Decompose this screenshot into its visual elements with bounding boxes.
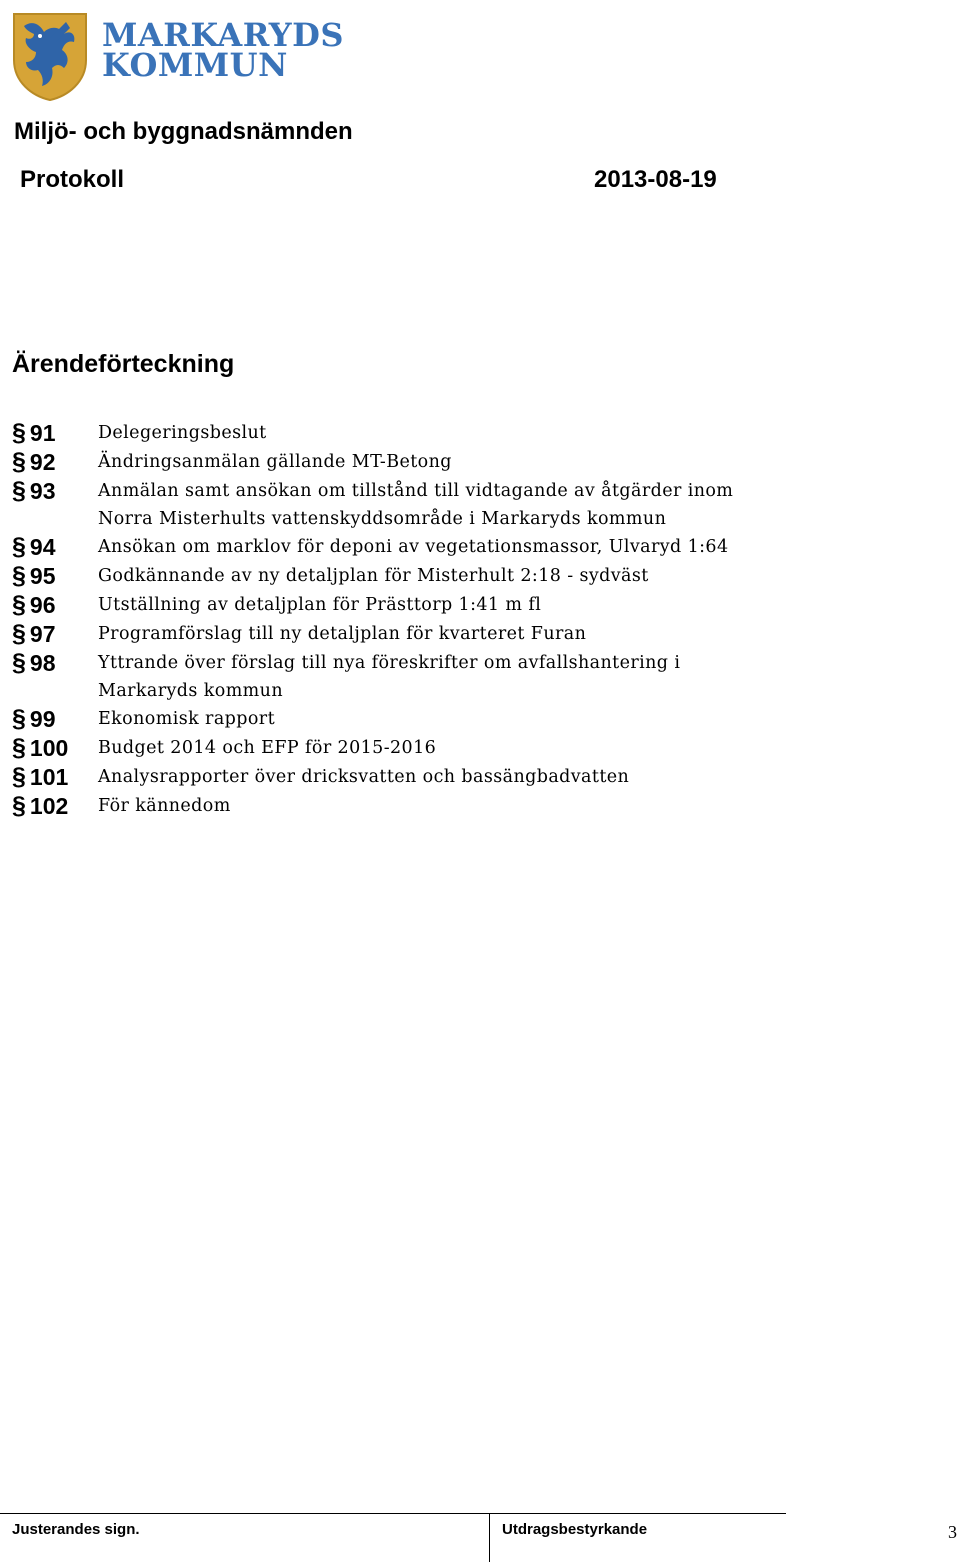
- paragraph-symbol: §: [12, 477, 26, 505]
- agenda-item-number: [12, 562, 98, 591]
- paragraph-symbol: §: [12, 419, 26, 447]
- agenda-item-title-line: Delegeringsbeslut: [98, 423, 267, 443]
- agenda-item-number: [12, 591, 98, 620]
- agenda-item-number: [12, 620, 98, 649]
- agenda-item-title-line: Ändringsanmälan gällande MT-Betong: [98, 452, 452, 472]
- coat-of-arms-icon: [10, 10, 90, 102]
- agenda-item: [12, 591, 812, 620]
- agenda-item-number: [12, 763, 98, 792]
- agenda-item-number-value: 100: [29, 735, 69, 761]
- agenda-item-title-line: Budget 2014 och EFP för 2015-2016: [98, 738, 437, 758]
- agenda-item-number-value: 93: [29, 478, 56, 504]
- paragraph-symbol: §: [12, 448, 26, 476]
- agenda-item-number: [12, 705, 98, 734]
- agenda-item-number-value: 97: [29, 621, 56, 647]
- agenda-item-title-line: Markaryds kommun: [98, 681, 284, 701]
- agenda-item-title-line: Norra Misterhults vattenskyddsområde i Markaryds kommun: [98, 509, 667, 529]
- agenda-item-title-line: Programförslag till ny detaljplan för kvarteret Furan: [98, 624, 587, 644]
- agenda-item-title: [98, 533, 728, 561]
- agenda-item-title: [98, 734, 436, 762]
- agenda-item-number: [12, 477, 98, 506]
- agenda-list: [12, 419, 812, 821]
- agenda-item-number: [12, 734, 98, 763]
- agenda-item: [12, 419, 812, 448]
- agenda-item-number-value: 101: [29, 764, 69, 790]
- paragraph-symbol: §: [12, 620, 26, 648]
- municipality-name: [102, 16, 344, 84]
- agenda-item-title: [98, 591, 541, 619]
- page-number: 3: [948, 1522, 957, 1542]
- agenda-item: [12, 763, 812, 792]
- agenda-item-number: [12, 792, 98, 821]
- municipality-logo: [10, 10, 344, 105]
- municipality-name-line1: MARKARYDS: [102, 16, 344, 54]
- agenda-item-title: [98, 763, 629, 791]
- agenda-item: [12, 562, 812, 591]
- paragraph-symbol: §: [12, 533, 26, 561]
- agenda-item: [12, 792, 812, 821]
- agenda-item-number-value: 95: [29, 563, 56, 589]
- paragraph-symbol: §: [12, 591, 26, 619]
- paragraph-symbol: §: [12, 734, 26, 762]
- agenda-item: [12, 477, 812, 533]
- agenda-item-title: [98, 792, 231, 820]
- agenda-item-title-line: Analysrapporter över dricksvatten och bassängbadvatten: [98, 767, 630, 787]
- agenda-item-title-line: För kännedom: [98, 796, 231, 816]
- agenda-item-title-line: Utställning av detaljplan för Prästtorp 1:41 m fl: [98, 595, 542, 615]
- paragraph-symbol: §: [12, 562, 26, 590]
- agenda-item: [12, 448, 812, 477]
- agenda-item-number-value: 94: [29, 534, 56, 560]
- agenda-item: [12, 533, 812, 562]
- agenda-item-number: [12, 448, 98, 477]
- agenda-item-title: [98, 705, 275, 733]
- agenda-item: [12, 734, 812, 763]
- section-heading: Ärendeförteckning: [12, 350, 235, 378]
- agenda-item-title: [98, 448, 452, 476]
- agenda-item-number: [12, 419, 98, 448]
- agenda-item-title: [98, 562, 649, 590]
- agenda-item: [12, 705, 812, 734]
- agenda-item-title: [98, 477, 733, 533]
- footer-divider: [489, 1514, 490, 1562]
- agenda-item: [12, 620, 812, 649]
- municipality-name-line2: KOMMUN: [102, 46, 288, 84]
- agenda-item-number: [12, 533, 98, 562]
- document-date: 2013-08-19: [594, 166, 717, 193]
- agenda-item-number: [12, 649, 98, 678]
- agenda-item-number-value: 96: [29, 592, 56, 618]
- agenda-item: [12, 649, 812, 705]
- agenda-item-title-line: Ansökan om marklov för deponi av vegetationsmassor, Ulvaryd 1:64: [98, 537, 729, 557]
- agenda-item-title: [98, 649, 680, 705]
- document-type: Protokoll: [20, 166, 125, 193]
- footer-certification-label: Utdragsbestyrkande: [502, 1521, 648, 1538]
- agenda-item-title: [98, 419, 267, 447]
- agenda-item-title-line: Ekonomisk rapport: [98, 709, 275, 729]
- agenda-item-number-value: 102: [29, 793, 69, 819]
- agenda-item-title-line: Anmälan samt ansökan om tillstånd till vidtagande av åtgärder inom: [98, 481, 734, 501]
- paragraph-symbol: §: [12, 649, 26, 677]
- footer-rule: [0, 1513, 786, 1514]
- agenda-item-title-line: Yttrande över förslag till nya föreskrifter om avfallshantering i: [98, 653, 681, 673]
- agenda-item-title: [98, 620, 586, 648]
- agenda-item-number-value: 99: [29, 706, 56, 732]
- agenda-item-number-value: 98: [29, 650, 56, 676]
- board-name: Miljö- och byggnadsnämnden: [14, 118, 353, 145]
- paragraph-symbol: §: [12, 705, 26, 733]
- paragraph-symbol: §: [12, 792, 26, 820]
- agenda-item-title-line: Godkännande av ny detaljplan för Misterhult 2:18 - sydväst: [98, 566, 649, 586]
- paragraph-symbol: §: [12, 763, 26, 791]
- agenda-item-number-value: 91: [29, 420, 56, 446]
- agenda-item-number-value: 92: [29, 449, 56, 475]
- footer-signature-label: Justerandes sign.: [12, 1521, 140, 1538]
